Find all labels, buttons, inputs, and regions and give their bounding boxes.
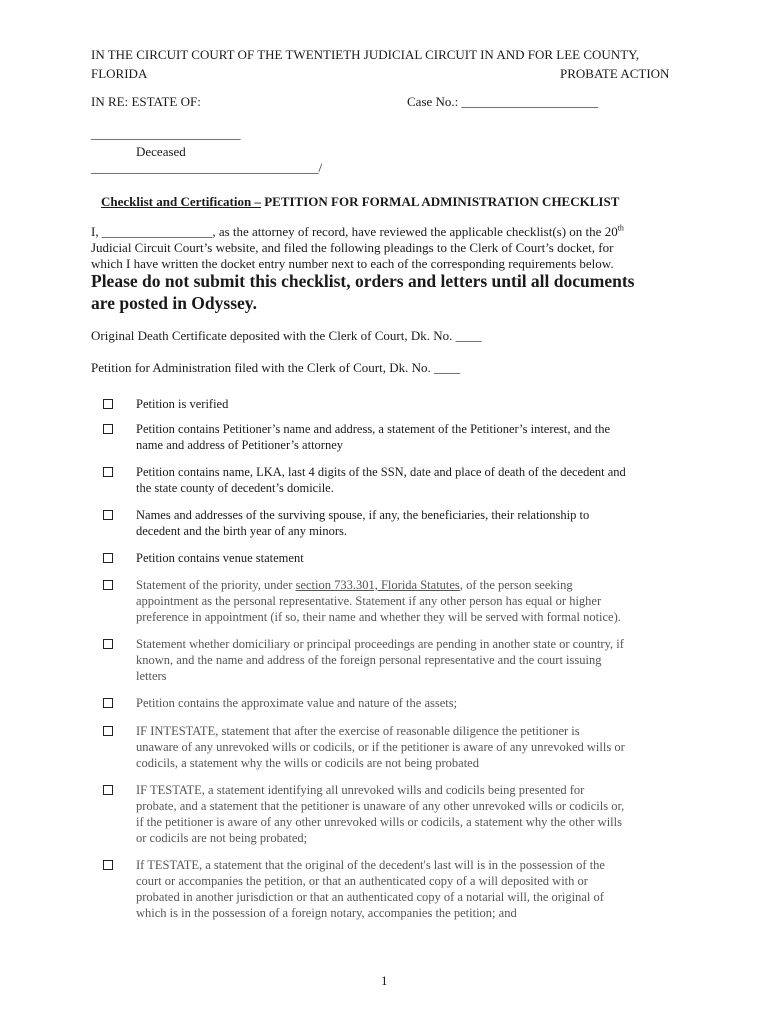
checklist-item-line: Names and addresses of the surviving spouse, if any, the beneficiaries, their relationship to (136, 508, 590, 522)
checklist-item-line: which is in the possession of a foreign notary, accompanies the petition; and (136, 906, 517, 920)
checklist-item-line: codicils, a statement why the wills or codicils are not being probated (136, 756, 479, 770)
warning-line-1: Please do not submit this checklist, orders and letters until all documents (91, 271, 635, 291)
checklist-item-line: letters (136, 669, 167, 683)
checklist-item-text: , of the person seeking (459, 578, 573, 592)
checklist-item-line: the state county of decedent’s domicile. (136, 481, 334, 495)
decedent-name-line: _______________________ (91, 126, 241, 141)
probate-action-label: PROBATE ACTION (560, 66, 670, 81)
checklist-item-line: known, and the name and address of the foreign personal representative and the court issuing (136, 653, 602, 667)
checklist-item-line: Statement whether domiciliary or principal proceedings are pending in another state or country, if (136, 637, 624, 651)
checklist-item-line: preference in appointment (if so, their name and whether they will be served with formal notice). (136, 610, 621, 624)
checklist-item-line: Petition contains venue statement (136, 551, 304, 565)
checkbox[interactable] (103, 860, 113, 870)
checklist-item-line: If TESTATE, a statement that the original of the decedent's last will is in the possession of the (136, 858, 605, 872)
checklist-item-line: Petition contains the approximate value and nature of the assets; (136, 696, 458, 710)
certification-text: I, _________________, as the attorney of record, have reviewed the applicable checklist(s) on the 20 (91, 224, 618, 239)
checklist-item-line: IF INTESTATE, statement that after the exercise of reasonable diligence the petitioner is (136, 724, 580, 738)
petition-filing: Petition for Administration filed with the Clerk of Court, Dk. No. ____ (91, 360, 461, 375)
in-re-label: IN RE: ESTATE OF: (91, 94, 201, 109)
checklist-item-line: Petition contains name, LKA, last 4 digits of the SSN, date and place of death of the decedent and (136, 465, 626, 479)
statute-link[interactable]: section 733.301, Florida Statutes (295, 578, 460, 592)
certification-line-1 (91, 224, 624, 240)
checklist-item-line: probate, and a statement that the petitioner is unaware of any other unrevoked wills or codicils or, (136, 799, 625, 813)
checklist-item-line: decedent and the birth year of any minors. (136, 524, 348, 538)
checklist-item-line: appointment as the personal representative. Statement if any other person has equal or higher (136, 594, 602, 608)
checkbox[interactable] (103, 424, 113, 434)
checklist-item (136, 782, 681, 846)
checkbox[interactable] (103, 785, 113, 795)
death-certificate-filing: Original Death Certificate deposited with the Clerk of Court, Dk. No. ____ (91, 328, 482, 343)
title-underlined: Checklist and Certification – (101, 194, 261, 209)
court-caption: IN THE CIRCUIT COURT OF THE TWENTIETH JUDICIAL CIRCUIT IN AND FOR LEE COUNTY, (91, 47, 640, 62)
warning-line-2: are posted in Odyssey. (91, 293, 257, 313)
checklist-item (136, 723, 681, 771)
checkbox[interactable] (103, 399, 113, 409)
checklist-item-text: Statement of the priority, under (136, 578, 296, 592)
checkbox[interactable] (103, 726, 113, 736)
checklist-item-line: or codicils are not being probated; (136, 831, 308, 845)
checkbox[interactable] (103, 698, 113, 708)
checklist-item (136, 857, 681, 921)
checklist-item-line: Petition contains Petitioner’s name and address, a statement of the Petitioner’s interest, and the (136, 422, 611, 436)
checklist-item-line: name and address of Petitioner’s attorney (136, 438, 344, 452)
certification-line-2: Judicial Circuit Court’s website, and filed the following pleadings to the Clerk of Court’s docket, for (91, 240, 614, 255)
ordinal-suffix: th (617, 223, 624, 233)
checkbox[interactable] (103, 467, 113, 477)
checklist-item-line: unaware of any unrevoked wills or codicils, or if the petitioner is aware of any unrevoked wills or (136, 740, 625, 754)
checklist-item-line: Petition is verified (136, 397, 229, 411)
checklist-item-line: probated in another jurisdiction or that an authenticated copy of a notarial will, the original of (136, 890, 604, 904)
checklist-item-line (136, 577, 681, 593)
case-number-field: Case No.: _____________________ (407, 94, 599, 109)
checklist-item-line: IF TESTATE, a statement identifying all unrevoked wills and codicils being presented for (136, 783, 585, 797)
checkbox[interactable] (103, 639, 113, 649)
checklist-item (136, 396, 681, 412)
checkbox[interactable] (103, 510, 113, 520)
checklist-item (136, 695, 681, 711)
certification-line-3: which I have written the docket entry number next to each of the corresponding requirements below. (91, 256, 614, 271)
deceased-label: Deceased (136, 144, 186, 159)
checklist-item (136, 464, 681, 496)
title-rest: PETITION FOR FORMAL ADMINISTRATION CHECKLIST (260, 194, 620, 209)
checklist-item (136, 421, 681, 453)
checkbox[interactable] (103, 553, 113, 563)
checklist-item (136, 550, 681, 566)
state-name: FLORIDA (91, 66, 148, 81)
odyssey-warning (91, 270, 691, 314)
checklist-item-line: court or accompanies the petition, or that an authenticated copy of a will deposited with or (136, 874, 588, 888)
page-number: 1 (381, 973, 388, 988)
checklist-item-line: if the petitioner is aware of any other unrevoked wills or codicils, a statement why the other wills (136, 815, 622, 829)
checklist-item (136, 507, 681, 539)
caption-closing-line: ___________________________________/ (91, 160, 323, 175)
checklist-item (136, 577, 681, 625)
document-title (101, 194, 619, 210)
checkbox[interactable] (103, 580, 113, 590)
checklist-item (136, 636, 681, 684)
